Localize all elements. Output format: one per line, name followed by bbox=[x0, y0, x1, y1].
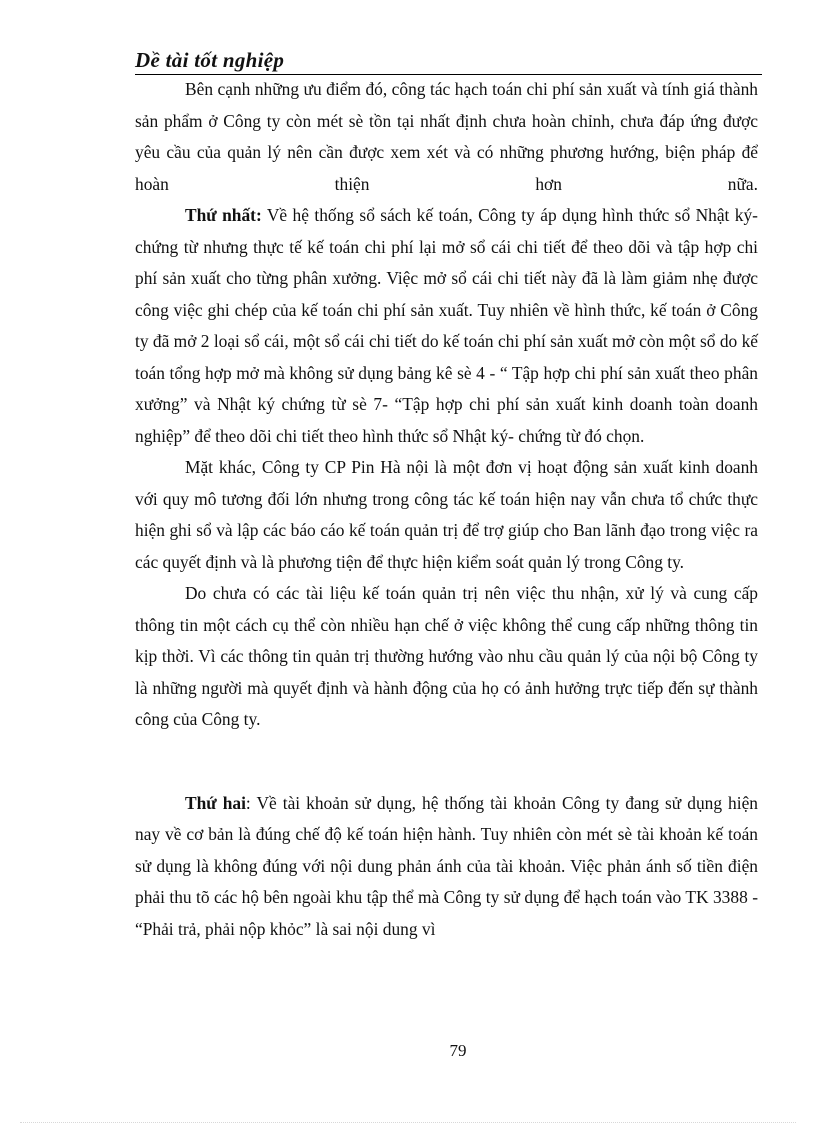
paragraph-lead: Thứ nhất: bbox=[185, 205, 262, 225]
page-number: 79 bbox=[449, 1041, 467, 1060]
document-body bbox=[135, 74, 758, 945]
paragraph-text: Về hệ thống sổ sách kế toán, Công ty áp dụng hình thức sổ Nhật ký- chứng từ nhưng thực tế kế toán chi phí lại mở sổ cái chi tiết để theo dõi và tập hợp chi phí sản xuất cho từng phân xưởng. Việc mở sổ cái chi tiết này đã là làm giảm nhẹ được công việc ghi chép của kế toán chi phí sản xuất. Tuy nhiên về hình thức, kế toán ở Công ty đã mở 2 loại sổ cái, một sổ cái chi tiết do kế toán chi phí sản xuất mở còn một sổ do kế toán tổng hợp mở mà không sử dụng bảng kê sè 4 - “ Tập hợp chi phí sản xuất theo phân xưởng” và Nhật ký chứng từ sè 7- “Tập hợp chi phí sản xuất kinh doanh toàn doanh nghiệp” để theo dõi chi tiết theo hình thức sổ Nhật ký- chứng từ đó chọn. bbox=[135, 205, 758, 446]
page-header bbox=[135, 46, 762, 75]
paragraph-second-point bbox=[135, 788, 758, 946]
paragraph-text: : Về tài khoản sử dụng, hệ thống tài khoản Công ty đang sử dụng hiện nay về cơ bản là đúng chế độ kế toán hiện hành. Tuy nhiên còn mét sè tài khoản kế toán sử dụng là không đúng với nội dung phản ánh của tài khoản. Việc phản ánh số tiền điện phải thu tõ các hộ bên ngoài khu tập thể mà Công ty sử dụng để hạch toán vào TK 3388 - “Phải trả, phải nộp khỏc” là sai nội dung vì bbox=[135, 792, 758, 939]
paragraph-management-accounting bbox=[135, 452, 758, 578]
header-title: Dề tài tốt nghiệp bbox=[135, 48, 285, 72]
paragraph-spacer bbox=[135, 736, 758, 788]
paragraph-text: Bên cạnh những ưu điểm đó, công tác hạch toán chi phí sản xuất và tính giá thành sản phẩm ở Công ty còn mét sè tồn tại nhất định chưa hoàn chỉnh, chưa đáp ứng được yêu cầu của quản lý nên cần được xem xét và có những phương hướng, biện pháp để hoàn thiện hơn nữa. bbox=[135, 79, 758, 194]
paragraph-text: Do chưa có các tài liệu kế toán quản trị nên việc thu nhận, xử lý và cung cấp thông tin một cách cụ thể còn nhiều hạn chế ở việc không thể cung cấp những thông tin kịp thời. Vì các thông tin quản trị thường hướng vào nhu cầu quản lý của nội bộ Công ty là những người mà quyết định và hành động của họ có ảnh hưởng trực tiếp đến sự thành công của Công ty. bbox=[135, 583, 758, 729]
paragraph-shortcomings-intro bbox=[135, 74, 758, 200]
paragraph-first-point bbox=[135, 200, 758, 452]
paragraph-text: Mặt khác, Công ty CP Pin Hà nội là một đơn vị hoạt động sản xuất kinh doanh với quy mô tương đối lớn nhưng trong công tác kế toán hiện nay vẫn chưa tổ chức thực hiện ghi sổ và lập các báo cáo kế toán quản trị để trợ giúp cho Ban lãnh đạo trong việc ra các quyết định và là phương tiện để thực hiện kiểm soát quản lý trong Công ty. bbox=[135, 457, 758, 572]
paragraph-information-limits bbox=[135, 578, 758, 736]
paragraph-lead: Thứ hai bbox=[185, 792, 246, 813]
